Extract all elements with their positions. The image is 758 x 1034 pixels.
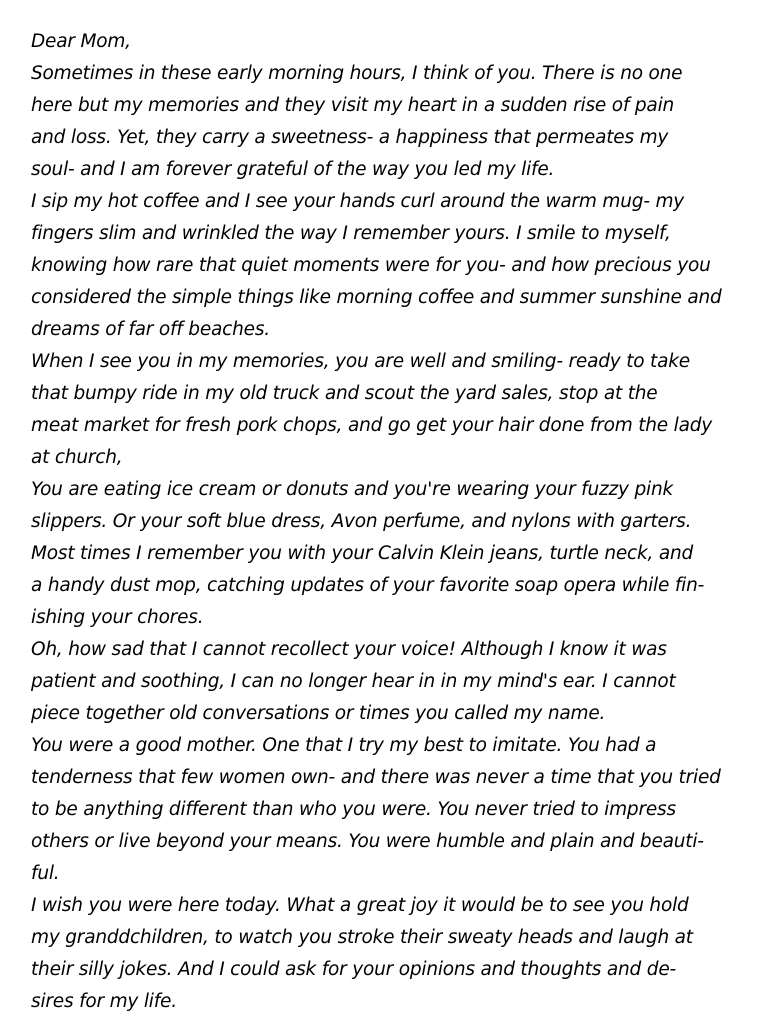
letter-line: fingers slim and wrinkled the way I remember yours. I smile to myself, xyxy=(31,223,671,244)
letter-body xyxy=(31,26,730,1018)
letter-line: You were a good mother. One that I try my best to imitate. You had a xyxy=(31,735,657,756)
letter-line: piece together old conversations or times you called my name. xyxy=(31,703,606,724)
letter-line: soul- and I am forever grateful of the way you led my life. xyxy=(31,159,555,180)
letter-line: dreams of far off beaches. xyxy=(31,319,270,340)
letter-salutation: Dear Mom, xyxy=(31,31,131,52)
letter-line: You are eating ice cream or donuts and you're wearing your fuzzy pink xyxy=(31,479,673,500)
letter-line: my granddchildren, to watch you stroke their sweaty heads and laugh at xyxy=(31,927,693,948)
letter-line: knowing how rare that quiet moments were for you- and how precious you xyxy=(31,255,711,276)
letter-line: ishing your chores. xyxy=(31,607,204,628)
letter-line: tenderness that few women own- and there was never a time that you tried xyxy=(31,767,721,788)
letter-line: their silly jokes. And I could ask for your opinions and thoughts and de- xyxy=(31,959,676,980)
letter-line: to be anything different than who you were. You never tried to impress xyxy=(31,799,676,820)
letter-line: meat market for fresh pork chops, and go get your hair done from the lady xyxy=(31,415,713,436)
letter-line: and loss. Yet, they carry a sweetness- a happiness that permeates my xyxy=(31,127,669,148)
letter-line: patient and soothing, I can no longer hear in in my mind's ear. I cannot xyxy=(31,671,676,692)
letter-line: here but my memories and they visit my heart in a sudden rise of pain xyxy=(31,95,675,116)
letter-line: Oh, how sad that I cannot recollect your voice! Although I know it was xyxy=(31,639,667,660)
letter-line: When I see you in my memories, you are well and smiling- ready to take xyxy=(31,351,690,372)
letter-line: sires for my life. xyxy=(31,991,177,1012)
letter-line: ful. xyxy=(31,863,60,884)
letter-line: others or live beyond your means. You were humble and plain and beauti- xyxy=(31,831,704,852)
letter-line: Most times I remember you with your Calvin Klein jeans, turtle neck, and xyxy=(31,543,694,564)
letter-line: that bumpy ride in my old truck and scout the yard sales, stop at the xyxy=(31,383,658,404)
letter-line: Sometimes in these early morning hours, I think of you. There is no one xyxy=(31,63,683,84)
letter-line: a handy dust mop, catching updates of your favorite soap opera while fin- xyxy=(31,575,705,596)
letter-line: I wish you were here today. What a great joy it would be to see you hold xyxy=(31,895,689,916)
letter-line: at church, xyxy=(31,447,123,468)
letter-line: considered the simple things like morning coffee and summer sunshine and xyxy=(31,287,722,308)
letter-line: slippers. Or your soft blue dress, Avon perfume, and nylons with garters. xyxy=(31,511,692,532)
letter-line: I sip my hot coffee and I see your hands curl around the warm mug- my xyxy=(31,191,685,212)
